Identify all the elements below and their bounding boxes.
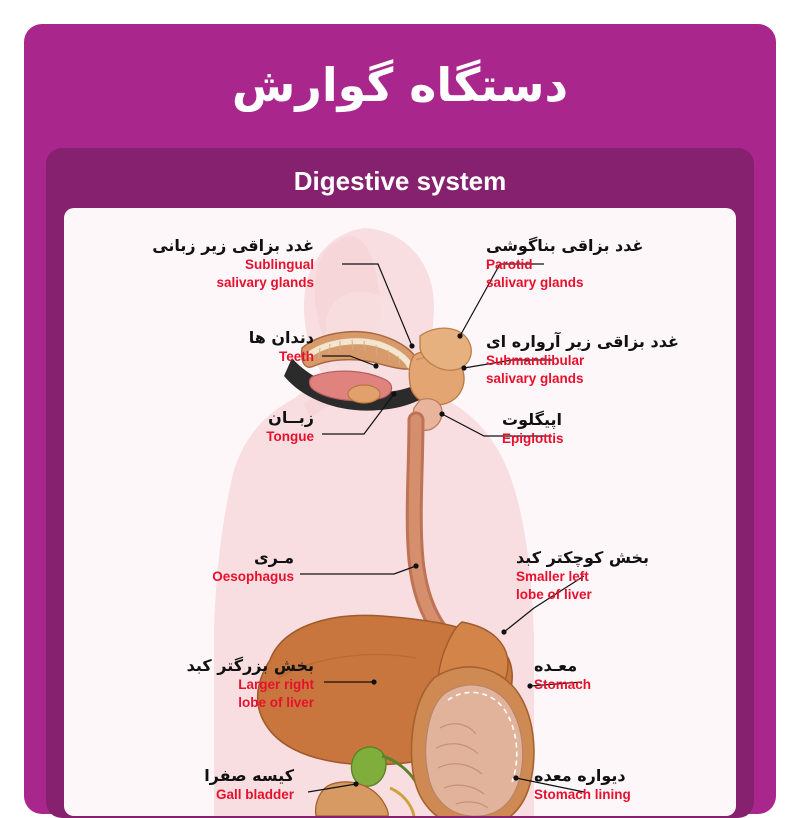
label-fa-text: بخش بزرگتر کبد [186, 656, 314, 675]
label-submandibular-salivary-glands [486, 332, 726, 387]
label-en-line1: Sublingual [245, 257, 314, 273]
label-teeth [144, 328, 314, 366]
label-en-line1: Submandibular [486, 353, 585, 369]
label-parotid-salivary-glands [486, 236, 716, 291]
label-en-line1: Teeth [278, 349, 314, 365]
label-fa-text: زبــان [268, 408, 314, 427]
label-en-line1: Larger right [238, 677, 314, 693]
stomach-shape [411, 667, 533, 816]
label-tongue [144, 408, 314, 446]
label-en-line1: Smaller left [516, 569, 589, 585]
diagram-card [64, 208, 736, 816]
label-oesophagus [124, 548, 294, 586]
label-epiglottis [502, 410, 702, 448]
label-en-line1: Stomach [534, 677, 592, 693]
label-stomach [534, 656, 724, 694]
label-fa-text: معـده [534, 656, 578, 675]
label-en-line1: Oesophagus [212, 569, 294, 585]
label-en-line1: Gall bladder [215, 787, 294, 803]
page-title-farsi: دستگاه گوارش [231, 58, 569, 112]
label-stomach-lining [534, 766, 734, 804]
label-en-line1: Parotid [486, 257, 533, 273]
label-fa-text: دندان ها [248, 328, 314, 347]
page-title-english: Digestive system [293, 166, 507, 196]
label-fa-text: بخش کوچکتر کبد [516, 548, 650, 567]
label-en-line2: salivary glands [486, 370, 584, 386]
label-en-line1: Tongue [266, 429, 314, 445]
label-fa-text: غدد بزاقی زیر آرواره ای [486, 332, 679, 351]
label-en-line1: Epiglottis [502, 431, 564, 447]
label-fa-text: کیسه صفرا [204, 766, 294, 785]
digestive-system-illustration [64, 208, 736, 816]
label-fa-text: مـری [254, 548, 294, 567]
label-en-line1: Stomach lining [534, 787, 631, 803]
label-gall-bladder [124, 766, 294, 804]
label-larger-right-lobe-of-liver [114, 656, 314, 711]
label-sublingual-salivary-glands [114, 236, 314, 291]
label-en-line2: salivary glands [486, 274, 584, 290]
label-fa-text: غدد بزاقی بناگوشی [486, 236, 644, 255]
label-en-line2: salivary glands [216, 274, 314, 290]
label-en-line2: lobe of liver [516, 586, 592, 602]
label-fa-text: اپیگلوت [502, 410, 562, 429]
label-smaller-left-lobe-of-liver [516, 548, 726, 603]
label-fa-text: غدد بزاقی زیر زبانی [152, 236, 314, 255]
label-fa-text: دیواره معده [534, 766, 626, 785]
label-en-line2: lobe of liver [238, 694, 314, 710]
